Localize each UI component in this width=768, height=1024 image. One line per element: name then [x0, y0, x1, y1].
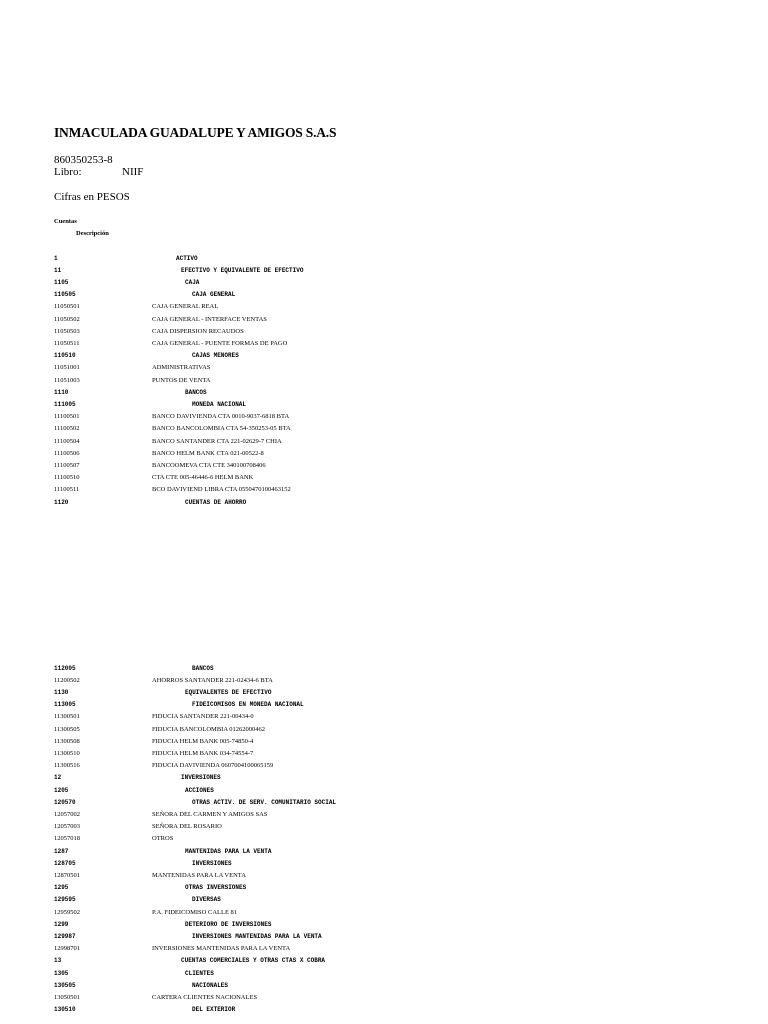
- account-description: PUNTOS DE VENTA: [152, 376, 211, 384]
- account-description: DETERIORO DE INVERSIONES: [185, 920, 272, 928]
- table-row: [0, 423, 768, 434]
- account-code: 12057002: [54, 810, 80, 818]
- account-code: 112005: [54, 664, 76, 672]
- account-code: 11050501: [54, 303, 80, 311]
- table-row: [0, 968, 768, 979]
- account-description: OTROS: [152, 835, 174, 843]
- account-description: BANCOS: [185, 388, 207, 396]
- account-code: 1120: [54, 498, 69, 506]
- column-header-cuentas: Cuentas: [54, 218, 77, 225]
- account-code: 11050511: [54, 339, 80, 347]
- account-description: MANTENIDAS PARA LA VENTA: [185, 847, 272, 855]
- table-row: [0, 265, 768, 276]
- account-description: NACIONALES: [192, 981, 229, 989]
- account-description: FIDEICOMISOS EN MONEDA NACIONAL: [192, 701, 304, 709]
- table-row: [0, 919, 768, 930]
- account-code: 13: [54, 957, 62, 965]
- table-row: [0, 882, 768, 893]
- account-code: 1130: [54, 688, 69, 696]
- table-row: [0, 338, 768, 349]
- table-row: [0, 472, 768, 483]
- table-row: [0, 748, 768, 759]
- account-description: CLIENTES: [185, 969, 214, 977]
- account-description: OTRAS INVERSIONES: [185, 884, 247, 892]
- account-description: CAJA GENERAL REAL: [152, 303, 219, 311]
- account-description: ACCIONES: [185, 786, 214, 794]
- account-code: 11100502: [54, 425, 80, 433]
- company-nit: 860350253-8: [54, 154, 113, 166]
- account-description: OTRAS ACTIV. DE SERV. COMUNITARIO SOCIAL: [192, 798, 337, 806]
- libro-label: Libro:: [54, 166, 82, 178]
- account-code: 111005: [54, 400, 76, 408]
- account-description: AHORROS SANTANDER 221-02434-6 BTA: [152, 676, 273, 684]
- table-row: [0, 809, 768, 820]
- table-row: [0, 687, 768, 698]
- table-row: [0, 399, 768, 410]
- table-row: [0, 943, 768, 954]
- account-description: FIDUCIA SANTANDER 221-00434-0: [152, 713, 254, 721]
- account-code: 12057003: [54, 823, 80, 831]
- table-row: [0, 870, 768, 881]
- table-row: [0, 362, 768, 373]
- account-description: BANCO HELM BANK CTA 021-00522-8: [152, 449, 264, 457]
- table-row: [0, 375, 768, 386]
- table-row: [0, 980, 768, 991]
- table-row: [0, 387, 768, 398]
- account-code: 113005: [54, 701, 76, 709]
- column-header-descripcion: Descripción: [76, 230, 109, 237]
- account-description: FIDUCIA BANCOLOMBIA 01262000462: [152, 725, 266, 733]
- account-description: BANCOOMEVA CTA CTE 340100708406: [152, 461, 266, 469]
- account-code: 1: [54, 254, 58, 262]
- account-code: 12: [54, 774, 62, 782]
- account-code: 11100510: [54, 474, 80, 482]
- account-description: INVERSIONES MANTENIDAS PARA LA VENTA: [152, 945, 291, 953]
- account-code: 1295: [54, 884, 69, 892]
- account-description: EFECTIVO Y EQUIVALENTE DE EFECTIVO: [181, 266, 304, 274]
- account-description: CAJA GENERAL: [192, 291, 236, 299]
- table-row: [0, 699, 768, 710]
- account-description: FIDUCIA HELM BANK 005-74850-4: [152, 737, 254, 745]
- account-code: 11100507: [54, 461, 80, 469]
- account-description: CAJA DISPERSION RECAUDOS: [152, 327, 244, 335]
- account-code: 110505: [54, 291, 76, 299]
- account-code: 11050503: [54, 327, 80, 335]
- table-row: [0, 894, 768, 905]
- table-row: [0, 833, 768, 844]
- table-row: [0, 460, 768, 471]
- account-description: CARTERA CLIENTES NACIONALES: [152, 993, 258, 1001]
- table-row: [0, 277, 768, 288]
- account-description: INVERSIONES: [192, 859, 232, 867]
- account-description: DEL EXTERIOR: [192, 1006, 236, 1014]
- table-row: [0, 858, 768, 869]
- account-description: BANCOS: [192, 664, 214, 672]
- table-row: [0, 253, 768, 264]
- account-code: 1305: [54, 969, 69, 977]
- account-code: 11200502: [54, 676, 80, 684]
- account-code: 128705: [54, 859, 76, 867]
- account-code: 120570: [54, 798, 76, 806]
- table-row: [0, 448, 768, 459]
- table-row: [0, 821, 768, 832]
- table-row: [0, 314, 768, 325]
- account-code: 12057018: [54, 835, 80, 843]
- account-description: EQUIVALENTES DE EFECTIVO: [185, 688, 272, 696]
- table-row: [0, 846, 768, 857]
- account-description: CUENTAS COMERCIALES Y OTRAS CTAS X COBRA: [181, 957, 326, 965]
- account-code: 1105: [54, 278, 69, 286]
- account-description: SEÑORA DEL CARMEN Y AMIGOS SAS: [152, 810, 268, 818]
- table-row: [0, 992, 768, 1003]
- table-row: [0, 326, 768, 337]
- account-code: 11300501: [54, 713, 80, 721]
- account-description: BANCO BANCOLOMBIA CTA 54-350253-05 BTA: [152, 425, 291, 433]
- account-code: 11300505: [54, 725, 80, 733]
- account-description: CAJA GENERAL - INTERFACE VENTAS: [152, 315, 267, 323]
- table-row: [0, 301, 768, 312]
- account-code: 12998701: [54, 945, 80, 953]
- account-description: CAJA: [185, 278, 200, 286]
- account-description: FIDUCIA DAVIVIENDA 0607004100065159: [152, 762, 274, 770]
- account-description: CAJA GENERAL - PUENTE FORMAS DE PAGO: [152, 339, 288, 347]
- account-code: 129595: [54, 896, 76, 904]
- table-row: [0, 931, 768, 942]
- account-code: 12959502: [54, 908, 80, 916]
- account-code: 11300508: [54, 737, 80, 745]
- account-code: 129987: [54, 932, 76, 940]
- account-code: 11051003: [54, 376, 80, 384]
- account-description: CUENTAS DE AHORRO: [185, 498, 247, 506]
- account-code: 1110: [54, 388, 69, 396]
- account-code: 110510: [54, 352, 76, 360]
- account-description: BANCO DAVIVIENDA CTA 0010-9037-6818 BTA: [152, 413, 290, 421]
- table-row: [0, 724, 768, 735]
- libro-value: NIIF: [122, 166, 144, 178]
- table-row: [0, 484, 768, 495]
- account-code: 11050502: [54, 315, 80, 323]
- account-code: 11300516: [54, 762, 80, 770]
- account-description: P.A. FIDEICOMISO CALLE 81: [152, 908, 238, 916]
- table-row: [0, 772, 768, 783]
- table-row: [0, 1004, 768, 1015]
- account-code: 12870501: [54, 871, 80, 879]
- account-code: 1299: [54, 920, 69, 928]
- table-row: [0, 411, 768, 422]
- account-code: 11100506: [54, 449, 80, 457]
- account-description: BCO DAVIVIEND LIBRA CTA 0550470100463152: [152, 486, 291, 494]
- account-code: 130510: [54, 1006, 76, 1014]
- table-row: [0, 711, 768, 722]
- account-code: 11051001: [54, 364, 80, 372]
- company-name: INMACULADA GUADALUPE Y AMIGOS S.A.S: [54, 125, 337, 140]
- account-description: ACTIVO: [176, 254, 198, 262]
- table-row: [0, 663, 768, 674]
- table-row: [0, 497, 768, 508]
- table-row: [0, 785, 768, 796]
- account-code: 11300510: [54, 749, 80, 757]
- table-row: [0, 289, 768, 300]
- account-description: CTA CTE 005-46446-6 HELM BANK: [152, 474, 254, 482]
- account-code: 1205: [54, 786, 69, 794]
- account-code: 11100501: [54, 413, 80, 421]
- account-code: 11: [54, 266, 62, 274]
- table-row: [0, 675, 768, 686]
- account-description: CAJAS MENORES: [192, 352, 239, 360]
- table-row: [0, 436, 768, 447]
- account-code: 11100504: [54, 437, 80, 445]
- currency-note: Cifras en PESOS: [54, 191, 130, 203]
- account-code: 11100511: [54, 486, 80, 494]
- table-row: [0, 797, 768, 808]
- account-description: INVERSIONES MANTENIDAS PARA LA VENTA: [192, 932, 322, 940]
- account-code: 13050501: [54, 993, 80, 1001]
- account-description: MANTENIDAS PARA LA VENTA: [152, 871, 246, 879]
- table-row: [0, 350, 768, 361]
- account-code: 1287: [54, 847, 69, 855]
- table-row: [0, 736, 768, 747]
- account-description: MONEDA NACIONAL: [192, 400, 247, 408]
- table-row: [0, 955, 768, 966]
- table-row: [0, 907, 768, 918]
- account-description: FIDUCIA HELM BANK 034-74554-7: [152, 749, 254, 757]
- account-description: SEÑORA DEL ROSARIO: [152, 823, 222, 831]
- account-description: DIVERSAS: [192, 896, 221, 904]
- account-description: ADMINISTRATIVAS: [152, 364, 211, 372]
- account-code: 130505: [54, 981, 76, 989]
- account-description: BANCO SANTANDER CTA 221-02629-7 CHIA: [152, 437, 282, 445]
- account-description: INVERSIONES: [181, 774, 221, 782]
- table-row: [0, 760, 768, 771]
